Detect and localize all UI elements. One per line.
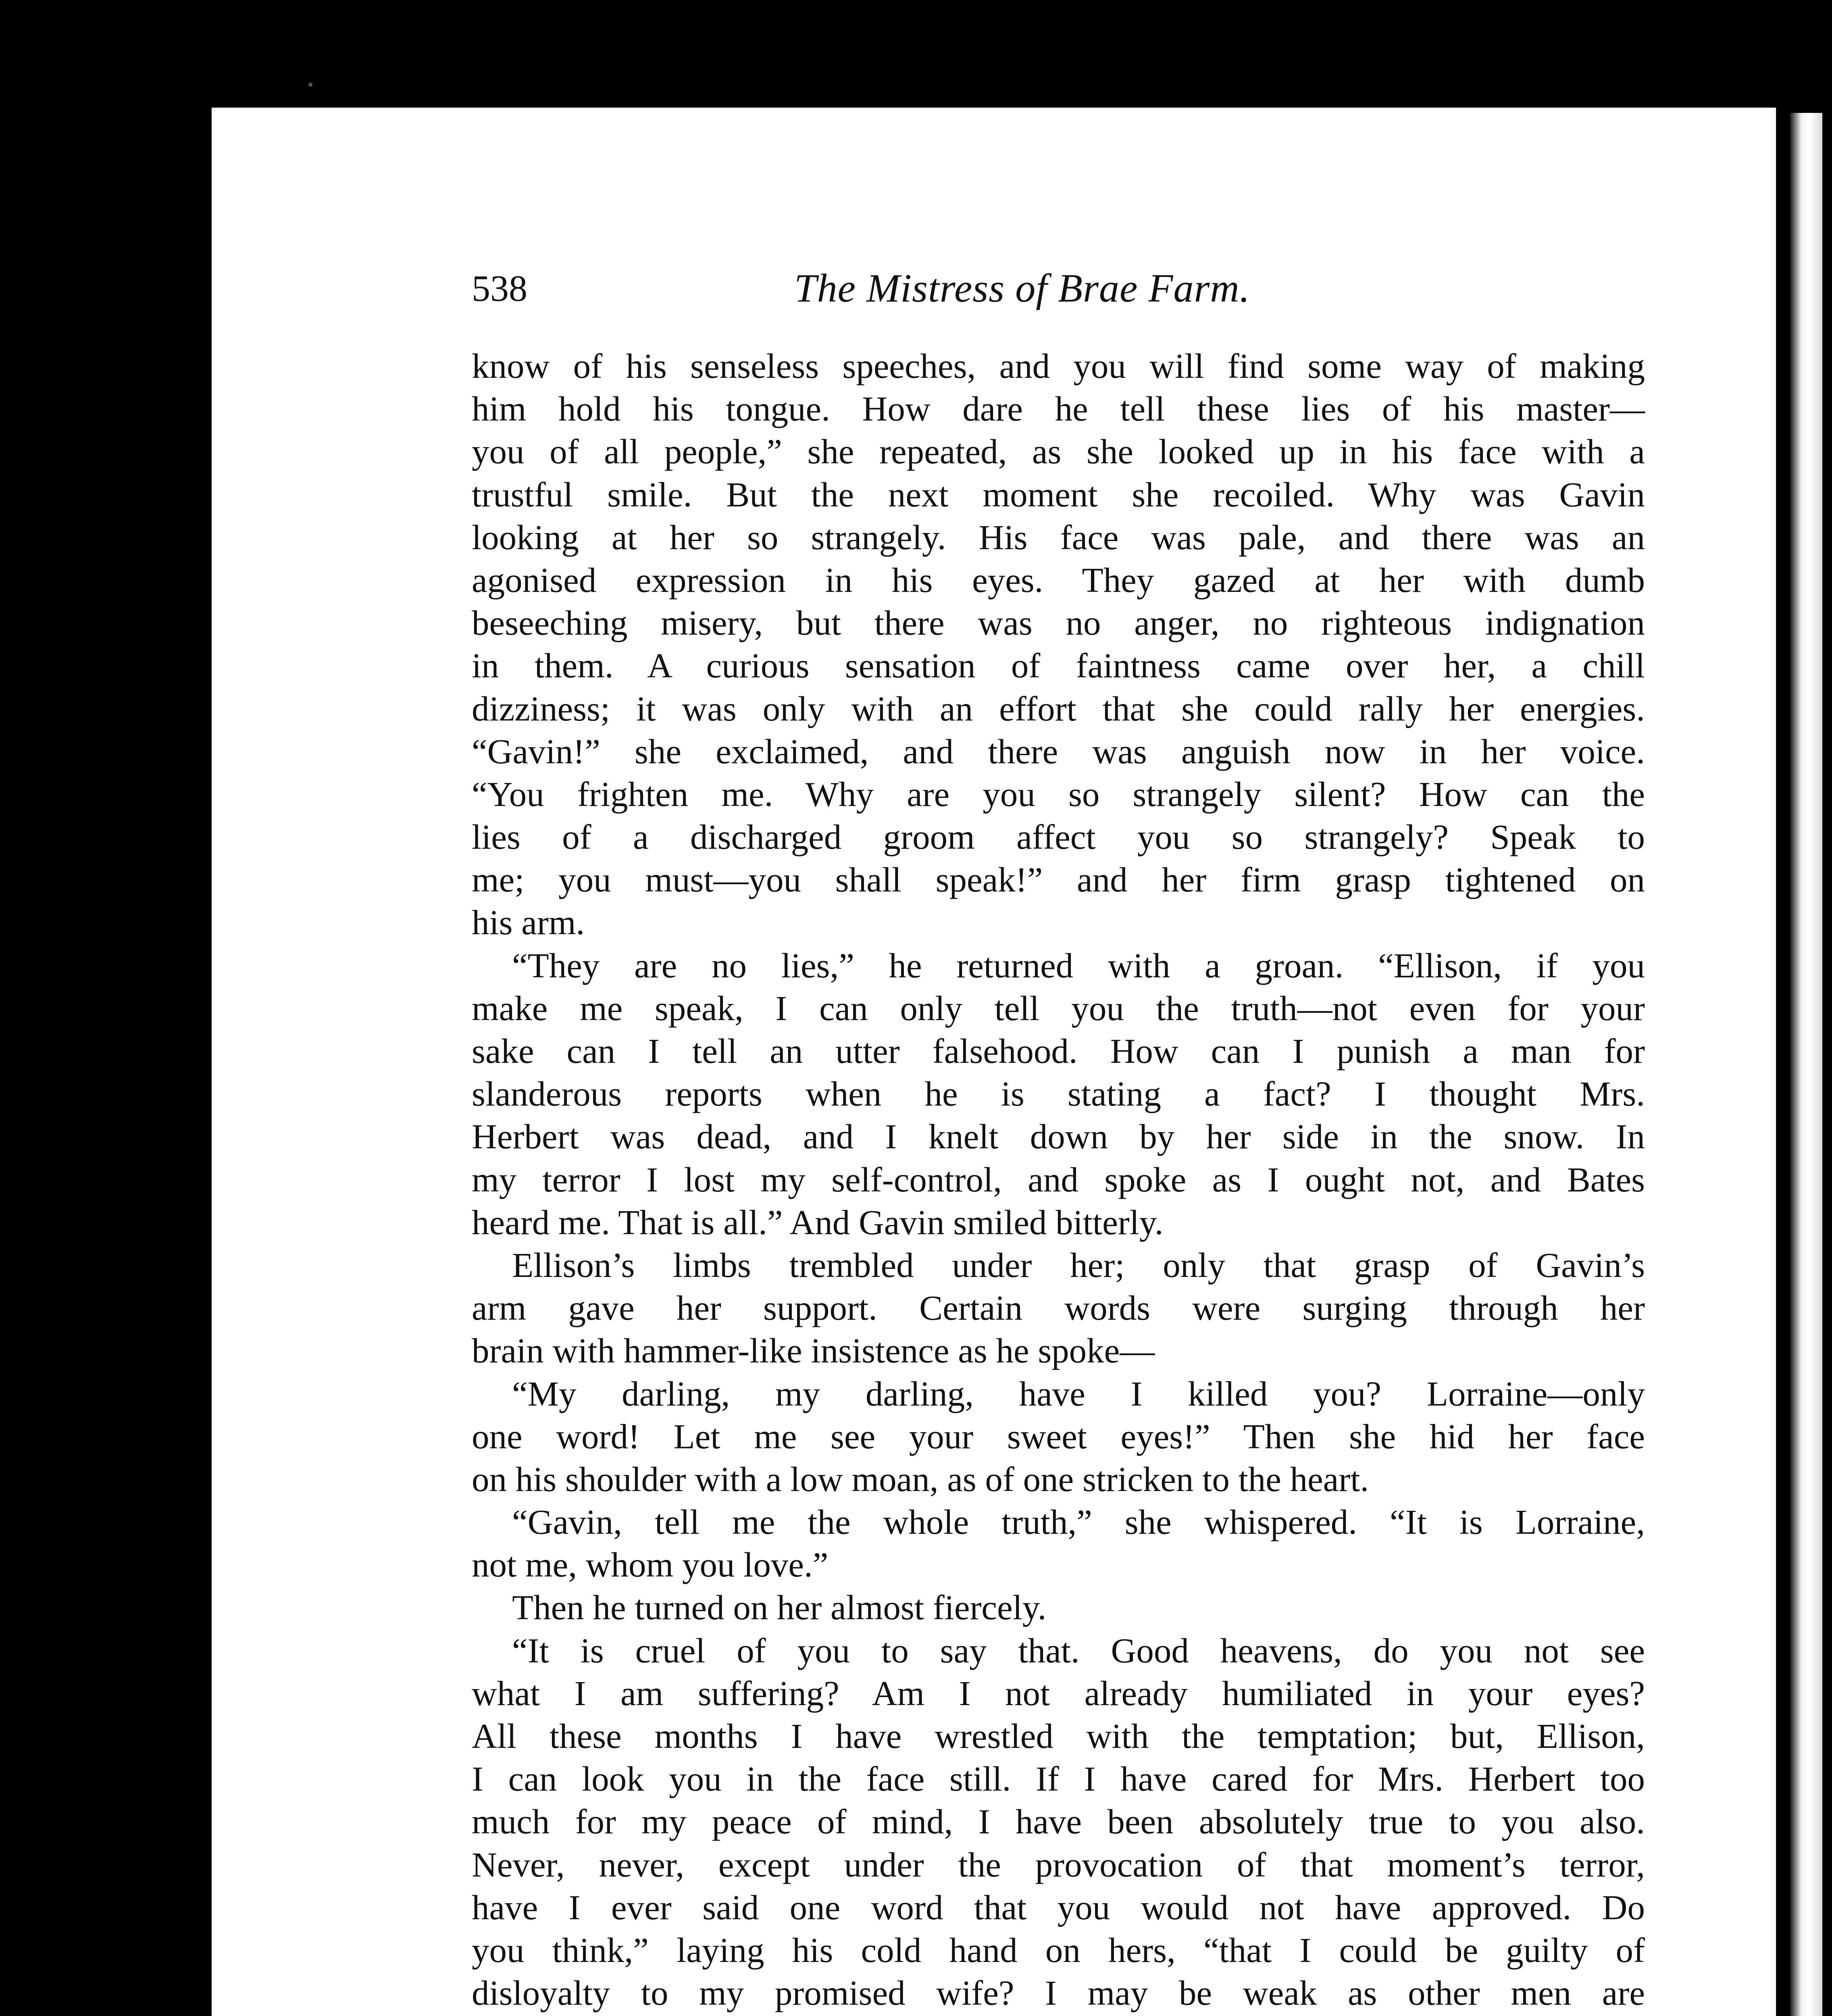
text-line: his arm. [472,903,585,942]
running-head [472,262,1645,314]
text-line: arm gave her support. Certain words were surging through her [472,1288,1645,1328]
text-line: “Gavin, tell me the whole truth,” she whispered. “It is Lorraine, [512,1502,1645,1542]
text-line: “My darling, my darling, have I killed you? Lorraine—only [512,1374,1645,1413]
text-line: “You frighten me. Why are you so strangely silent? How can the [472,774,1645,814]
text-line: Ellison’s limbs trembled under her; only that grasp of Gavin’s [512,1245,1645,1285]
text-line: me; you must—you shall speak!” and her firm grasp tightened on [472,860,1645,900]
text-line: know of his senseless speeches, and you will find some way of making [472,346,1645,385]
text-line: looking at her so strangely. His face was pale, and there was an [472,517,1645,557]
text-line: one word! Let me see your sweet eyes!” Then she hid her face [472,1416,1645,1456]
text-line: make me speak, I can only tell you the truth—not even for your [472,988,1645,1028]
text-line: in them. A curious sensation of faintness came over her, a chill [472,646,1645,685]
text-line: him hold his tongue. How dare he tell these lies of his master— [472,389,1645,429]
text-line [472,2014,1645,2016]
text-line: trustful smile. But the next moment she recoiled. Why was Gavin [472,475,1645,514]
text-line: not me, whom you love.” [472,1545,829,1585]
text-line: disloyalty to my promised wife? I may be weak as other men are [472,1973,1645,2013]
dust-speck [308,83,312,87]
text-line: “They are no lies,” he returned with a groan. “Ellison, if you [512,946,1645,985]
text-line: All these months I have wrestled with the temptation; but, Ellison, [472,1716,1645,1756]
text-line: brain with hammer-like insistence as he spoke— [472,1331,1155,1370]
text-line: Never, never, except under the provocation of that moment’s terror, [472,1845,1645,1884]
text-line: beseeching misery, but there was no anger, no righteous indignation [472,603,1645,643]
text-line: “It is cruel of you to say that. Good heavens, do you not see [512,1631,1645,1670]
text-line: I can look you in the face still. If I have cared for Mrs. Herbert too [472,1759,1645,1799]
text-line: heard me. That is all.” And Gavin smiled bitterly. [472,1202,1164,1242]
text-line: “Gavin!” she exclaimed, and there was anguish now in her voice. [472,731,1645,771]
text-line: much for my peace of mind, I have been absolutely true to you also. [472,1802,1645,1841]
adjacent-page-edge [1790,113,1822,2016]
body-text [472,345,1645,2016]
text-line: have I ever said one word that you would not have approved. Do [472,1887,1645,1927]
text-line: Herbert was dead, and I knelt down by her side in the snow. In [472,1117,1645,1156]
text-line: lies of a discharged groom affect you so strangely? Speak to [472,817,1645,857]
page-number: 538 [472,268,527,309]
book-title: The Mistress of Brae Farm. [794,266,1250,310]
text-line: slanderous reports when he is stating a fact? I thought Mrs. [472,1074,1645,1114]
text-line: you of all people,” she repeated, as she looked up in his face with a [472,432,1645,471]
text-line: Then he turned on her almost fiercely. [512,1588,1047,1627]
text-line: sake can I tell an utter falsehood. How can I punish a man for [472,1031,1645,1070]
text-line: on his shoulder with a low moan, as of one stricken to the heart. [472,1459,1369,1499]
text-line: agonised expression in his eyes. They gazed at her with dumb [472,560,1645,600]
text-line: what I am suffering? Am I not already humiliated in your eyes? [472,1673,1645,1713]
text-line: my terror I lost my self-control, and spoke as I ought not, and Bates [472,1160,1645,1199]
text-line: you think,” laying his cold hand on hers, “that I could be guilty of [472,1930,1645,1970]
text-line: dizziness; it was only with an effort that she could rally her energies. [472,689,1645,728]
